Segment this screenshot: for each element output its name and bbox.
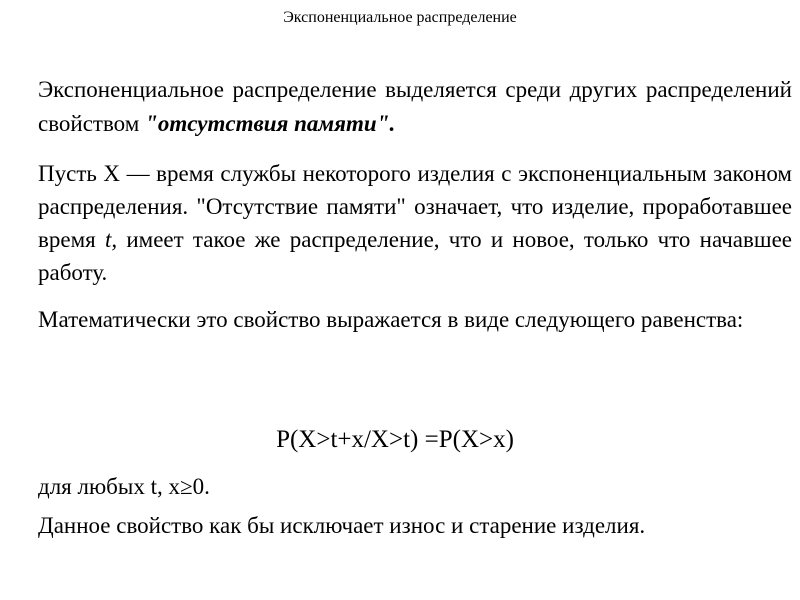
variable-t: t,	[104, 227, 118, 252]
memoryless-formula: P(X>t+x/X>t) =P(X>x)	[276, 426, 514, 453]
slide-title: Экспоненциальное распределение	[283, 9, 517, 26]
paragraph-text: Экспоненциальное распределение выделяется среди других распределений свойством	[38, 77, 792, 136]
paragraph-conclusion: Данное свойство как бы исключает износ и старение изделия.	[38, 513, 646, 538]
paragraph-text: Пусть X — время службы некоторого изделия с экспоненциальным законом распределения. "Отсутствие памяти" означает, что изделие, проработавшее время	[38, 161, 792, 252]
paragraph-memoryless-intro	[38, 73, 792, 141]
formula-condition: для любых t, x≥0.	[38, 474, 210, 499]
paragraph-text-end: имеет такое же распределение, что и новое, только что начавшее работу.	[38, 227, 792, 285]
paragraph-definition	[38, 157, 792, 289]
memoryless-emphasis: "отсутствия памяти".	[145, 111, 396, 136]
paragraph-math-intro: Математически это свойство выражается в виде следующего равенства:	[38, 307, 744, 332]
